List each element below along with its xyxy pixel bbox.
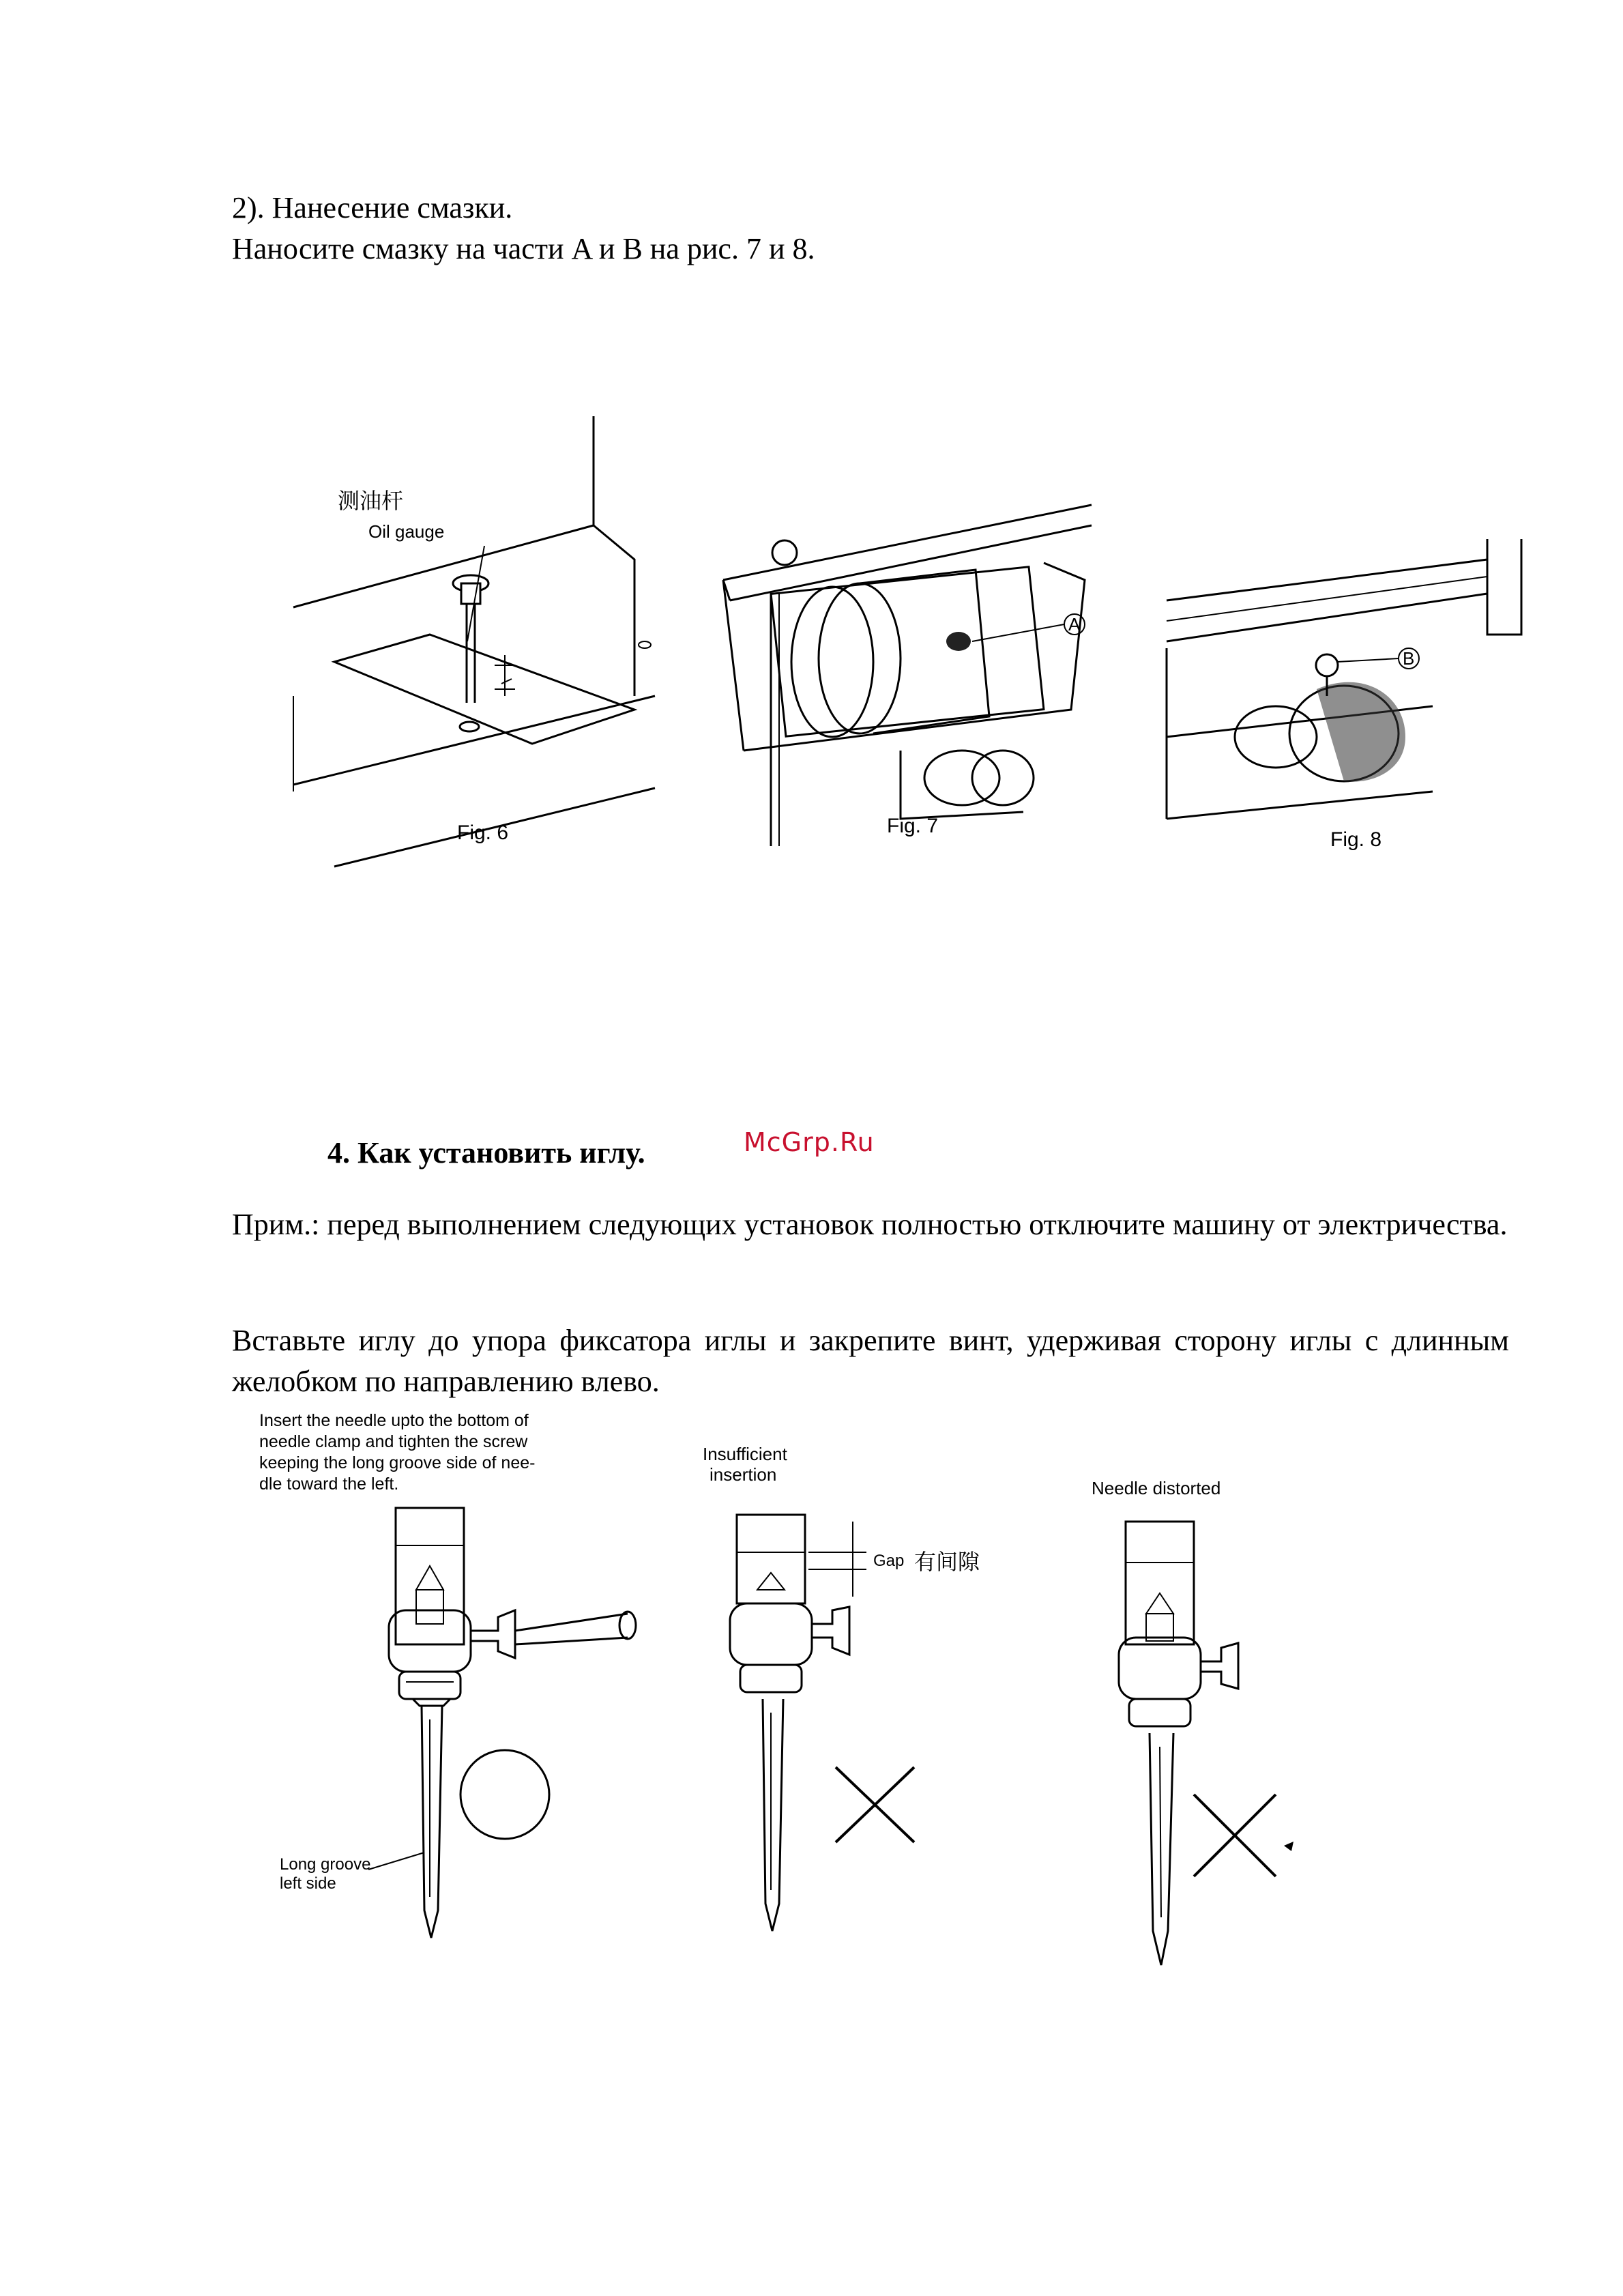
- correct-caption-line: keeping the long groove side of nee-: [259, 1453, 536, 1472]
- svg-text:Insert the needle upto the bot: [259, 1411, 535, 1494]
- gap-label-cn: 有间隙: [914, 1549, 980, 1575]
- fig8-caption: Fig. 8: [1330, 828, 1382, 851]
- fig6-en-label: Oil gauge: [368, 521, 445, 542]
- correct-groove-label-line: left side: [280, 1874, 336, 1893]
- distorted-caption: Needle distorted: [1092, 1478, 1221, 1498]
- gap-label: Gap: [873, 1552, 905, 1570]
- fig8-marker-b: B: [1403, 648, 1415, 669]
- figure-8: [1160, 532, 1542, 873]
- lubrication-title: 2). Нанесение смазки.: [232, 191, 513, 224]
- correct-caption: Insert the needle upto the bottom of: [259, 1411, 529, 1430]
- needle-heading: 4. Как установить иглу.: [327, 1136, 645, 1169]
- figure-7: [703, 491, 1153, 853]
- fig6-caption: Fig. 6: [457, 822, 509, 844]
- watermark: McGrp.Ru: [744, 1127, 875, 1157]
- figure-6: [273, 409, 682, 887]
- correct-groove-label: Long groove: [280, 1855, 371, 1874]
- fig7-caption: Fig. 7: [887, 815, 939, 837]
- fig6-cn-label: 测油杆: [338, 488, 404, 514]
- lubrication-instruction: Наносите смазку на части A и B на рис. 7 и 8.: [232, 232, 815, 265]
- correct-caption-line: dle toward the left.: [259, 1474, 399, 1494]
- needle-figure-correct: [246, 1406, 737, 1965]
- needle-note: Прим.: перед выполнением следующих установок полностью отключите машину от электричества.: [232, 1208, 1508, 1241]
- correct-caption-line: needle clamp and tighten the screw: [259, 1432, 528, 1451]
- needle-instruction: Вставьте иглу до упора фиксатора иглы и закрепите винт, удерживая сторону иглы с длинным желобком по направлению влево.: [232, 1324, 1509, 1398]
- needle-figure-insufficient: [689, 1440, 1071, 1986]
- fig7-marker-a: A: [1068, 614, 1081, 635]
- needle-figure-distorted: [1064, 1467, 1446, 2013]
- insufficient-caption: Insufficient insertion: [703, 1444, 787, 1485]
- svg-text:Long groove left side: [280, 1855, 375, 1893]
